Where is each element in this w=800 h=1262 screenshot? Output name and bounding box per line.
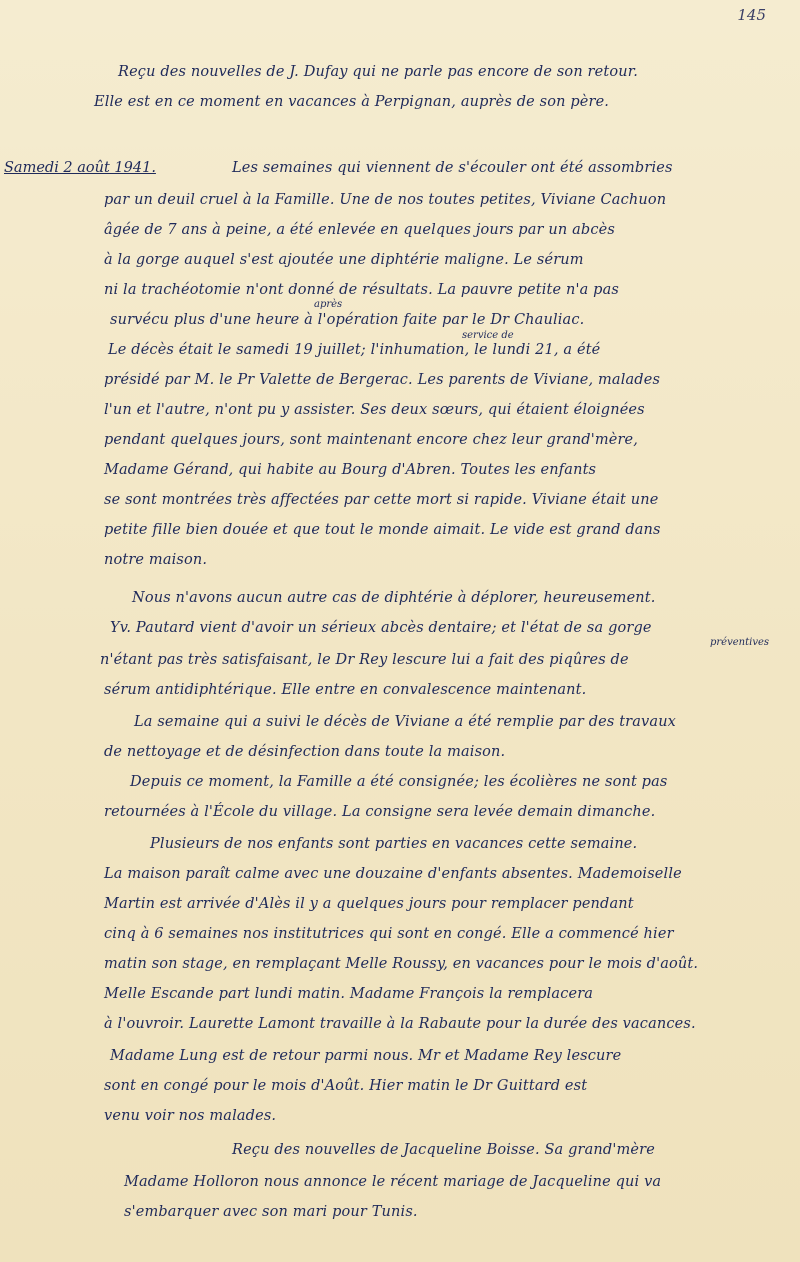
interlinear-note: après [314, 299, 343, 310]
interlinear-note: préventives [710, 637, 770, 648]
body-line: notre maison. [104, 552, 208, 568]
body-line: ni la trachéotomie n'ont donné de résultats. La pauvre petite n'a pas [104, 282, 619, 298]
body-line: La semaine qui a suivi le décès de Viviane a été remplie par des travaux [134, 714, 677, 730]
body-line: retournées à l'École du village. La consigne sera levée demain dimanche. [104, 804, 656, 820]
intro-line: Elle est en ce moment en vacances à Perpignan, auprès de son père. [94, 94, 610, 110]
body-line: Les semaines qui viennent de s'écouler ont été assombries [232, 160, 673, 176]
body-line: Reçu des nouvelles de Jacqueline Boisse. Sa grand'mère [232, 1142, 655, 1158]
body-line: se sont montrées très affectées par cette mort si rapide. Viviane était une [104, 492, 659, 508]
body-line: Madame Lung est de retour parmi nous. Mr et Madame Rey lescure [110, 1048, 622, 1064]
body-line: Depuis ce moment, la Famille a été consignée; les écolières ne sont pas [130, 774, 668, 790]
body-line: n'étant pas très satisfaisant, le Dr Rey lescure lui a fait des piqûres de [100, 652, 629, 668]
intro-line: Reçu des nouvelles de J. Dufay qui ne parle pas encore de son retour. [118, 64, 638, 80]
body-line: Madame Gérand, qui habite au Bourg d'Abren. Toutes les enfants [104, 462, 597, 478]
interlinear-note: service de [462, 330, 514, 341]
body-line: venu voir nos malades. [104, 1108, 277, 1124]
body-line: Melle Escande part lundi matin. Madame François la remplacera [104, 986, 594, 1002]
body-line: Martin est arrivée d'Alès il y a quelques jours pour remplacer pendant [104, 896, 634, 912]
body-line: à la gorge auquel s'est ajoutée une diphtérie maligne. Le sérum [104, 252, 584, 268]
body-line: petite fille bien douée et que tout le monde aimait. Le vide est grand dans [104, 522, 661, 538]
page-number: 145 [737, 6, 766, 24]
body-line: par un deuil cruel à la Famille. Une de nos toutes petites, Viviane Cachuon [104, 192, 667, 208]
body-line: Madame Holloron nous annonce le récent mariage de Jacqueline qui va [124, 1174, 662, 1190]
body-line: survécu plus d'une heure à l'opération faite par le Dr Chauliac. [110, 312, 585, 328]
body-line: cinq à 6 semaines nos institutrices qui sont en congé. Elle a commencé hier [104, 926, 674, 942]
body-line: La maison paraît calme avec une douzaine d'enfants absentes. Mademoiselle [104, 866, 682, 882]
body-line: s'embarquer avec son mari pour Tunis. [124, 1204, 418, 1220]
body-line: Nous n'avons aucun autre cas de diphtérie à déplorer, heureusement. [132, 590, 656, 606]
body-line: l'un et l'autre, n'ont pu y assister. Ses deux sœurs, qui étaient éloignées [104, 402, 645, 418]
body-line: présidé par M. le Pr Valette de Bergerac. Les parents de Viviane, malades [104, 372, 661, 388]
entry-date: Samedi 2 août 1941. [4, 160, 156, 176]
body-line: de nettoyage et de désinfection dans toute la maison. [104, 744, 506, 760]
body-line: âgée de 7 ans à peine, a été enlevée en quelques jours par un abcès [104, 222, 615, 238]
body-line: pendant quelques jours, sont maintenant encore chez leur grand'mère, [104, 432, 639, 448]
body-line: Yv. Pautard vient d'avoir un sérieux abcès dentaire; et l'état de sa gorge [110, 620, 652, 636]
body-line: à l'ouvroir. Laurette Lamont travaille à la Rabaute pour la durée des vacances. [104, 1016, 696, 1032]
body-line: Le décès était le samedi 19 juillet; l'inhumation, le lundi 21, a été [108, 342, 601, 358]
body-line: matin son stage, en remplaçant Melle Roussy, en vacances pour le mois d'août. [104, 956, 699, 972]
body-line: sont en congé pour le mois d'Août. Hier matin le Dr Guittard est [104, 1078, 588, 1094]
body-line: sérum antidiphtérique. Elle entre en convalescence maintenant. [104, 682, 587, 698]
body-line: Plusieurs de nos enfants sont parties en vacances cette semaine. [150, 836, 638, 852]
